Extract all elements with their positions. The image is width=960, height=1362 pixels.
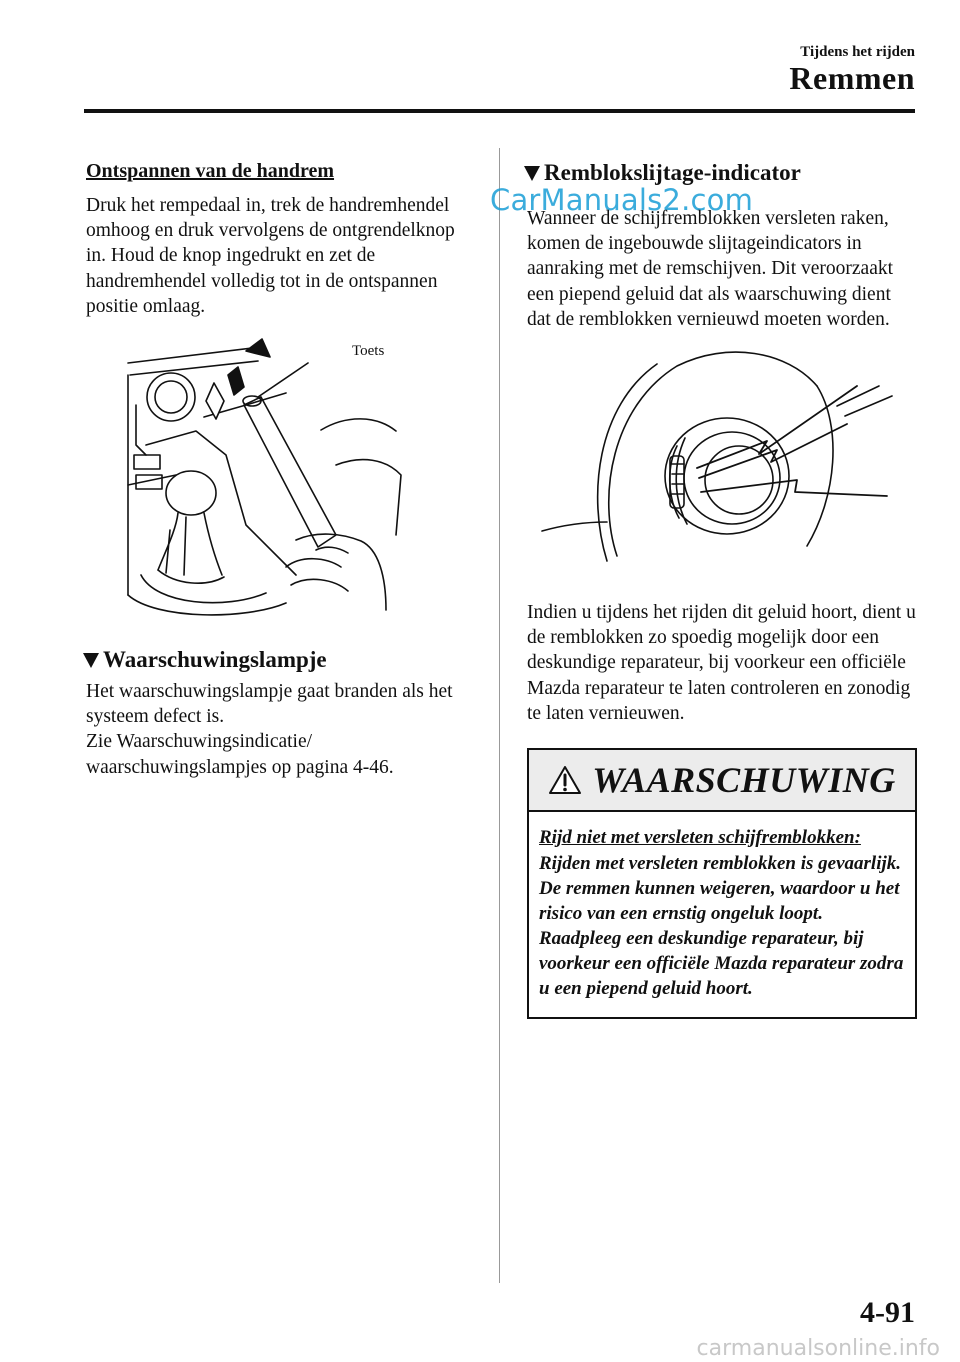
warning-lamp-heading-text: Waarschuwingslampje xyxy=(103,647,327,673)
warning-subtitle: Rijd niet met versleten schijfremblokken: xyxy=(539,827,861,849)
wear-indicator-heading-text: Remblokslijtage-indicator xyxy=(544,160,801,185)
wear-indicator-text: Wanneer de schijfremblokken versleten raken, komen de ingebouwde slijtageindicators in aanraking met de remschijven. Dit veroorzaakt een piepend geluid dat als waarschuwing dient dat de remblokken vernieuwd moeten worden. xyxy=(527,208,894,330)
warning-lamp-text-1: Het waarschuwingslampje gaat branden als het systeem defect is. xyxy=(86,681,453,728)
handbrake-release-text: Druk het rempedaal in, trek de handremhendel omhoog en druk vervolgens de ontgrendelknop in. Houd de knop ingedrukt en zet de handremhendel volledig tot in de ontspannen positie omlaag. xyxy=(86,195,455,317)
warning-header xyxy=(529,750,915,812)
handbrake-illustration xyxy=(86,335,476,625)
section-title: Remmen xyxy=(789,60,915,96)
handbrake-figure xyxy=(86,335,476,625)
right-column xyxy=(527,160,919,1019)
replace-pads-text: Indien u tijdens het rijden dit geluid hoort, dient u de remblokken zo spoedig mogelijk door een deskundige reparateur, bij voorkeur een officiële Mazda reparateur te laten controleren en zonodig te laten vernieuwen. xyxy=(527,602,916,724)
column-divider xyxy=(499,148,500,1283)
footer-watermark: carmanualsonline.info xyxy=(696,1336,940,1361)
warning-title: WAARSCHUWING xyxy=(592,760,896,801)
brake-disc-illustration xyxy=(527,346,919,576)
brake-disc-figure xyxy=(527,346,919,576)
warning-lamp-heading xyxy=(83,647,476,673)
handbrake-release-heading: Ontspannen van de handrem xyxy=(86,160,335,182)
warning-box xyxy=(527,748,917,1019)
left-column xyxy=(86,160,476,780)
header-rule xyxy=(84,109,915,113)
figure-caption-button: Toets xyxy=(352,343,385,360)
warning-body xyxy=(529,812,915,1017)
warning-text: Rijden met versleten remblokken is gevaarlijk. De remmen kunnen weigeren, waardoor u het risico van een ernstig ongeluk loopt. Raadpleeg een deskundige reparateur, bij voorkeur een officiële Mazda reparateur zodra u een piepend geluid hoort. xyxy=(539,852,904,999)
watermark: CarManuals2.com xyxy=(490,183,754,217)
wear-indicator-heading xyxy=(524,160,919,186)
section-marker-icon xyxy=(524,166,540,181)
chapter-title: Tijdens het rijden xyxy=(800,44,915,60)
warning-triangle-icon xyxy=(548,765,582,795)
warning-lamp-text-2: Zie Waarschuwingsindicatie/ waarschuwingslampjes op pagina 4-46. xyxy=(86,731,394,778)
section-marker-icon xyxy=(83,653,99,668)
page-number: 4-91 xyxy=(860,1296,915,1329)
